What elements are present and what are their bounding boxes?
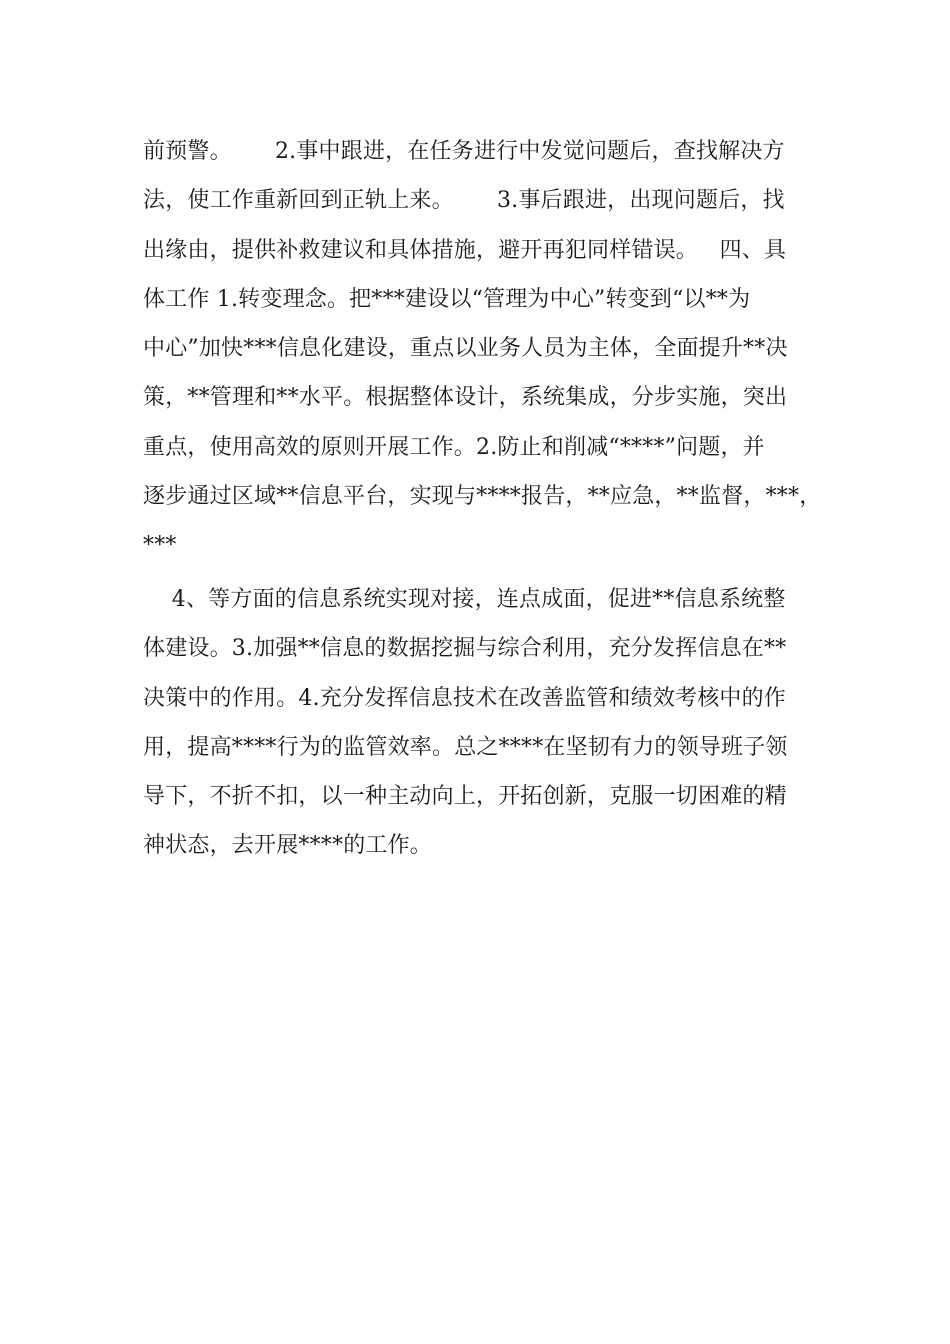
text-line: 中心”加快***信息化建设，重点以业务人员为主体，全面提升**决 (143, 336, 788, 362)
text-line: 4、等方面的信息系统实现对接，连点成面，促进**信息系统整 (143, 587, 786, 612)
text-line: 策，**管理和**水平。根据整体设计，系统集成，分步实施，突出 (143, 385, 788, 411)
text-line: 体工作 1.转变理念。把***建设以“管理为中心”转变到“以**为 (143, 286, 751, 312)
text-line: 导下，不折不扣，以一种主动向上，开拓创新，克服一切困难的精 (143, 784, 787, 810)
text-line: *** (143, 533, 177, 559)
text-line: 决策中的作用。4.充分发挥信息技术在改善监管和绩效考核中的作 (143, 685, 786, 711)
text-line: 出缘由，提供补救建议和具体措施，避开再犯同样错误。 四、具 (143, 237, 787, 263)
text-line: 逐步通过区域**信息平台，实现与****报告，**应急，**监督，***， (143, 484, 822, 510)
paragraph-1 (143, 127, 823, 571)
text-line: 重点，使用高效的原则开展工作。2.防止和削减“****”问题，并 (143, 434, 765, 460)
text-line: 体建设。3.加强**信息的数据挖掘与综合利用，充分发挥信息在** (143, 636, 787, 662)
text-line: 神状态，去开展****的工作。 (143, 833, 433, 859)
text-line: 法，使工作重新回到正轨上来。 3.事后跟进，出现问题后，找 (143, 188, 785, 214)
text-line: 用，提高****行为的监管效率。总之****在坚韧有力的领导班子领 (143, 734, 788, 760)
paragraph-2 (143, 575, 823, 871)
text-line: 前预警。 2.事中跟进，在任务进行中发觉问题后，查找解决方 (143, 139, 785, 164)
